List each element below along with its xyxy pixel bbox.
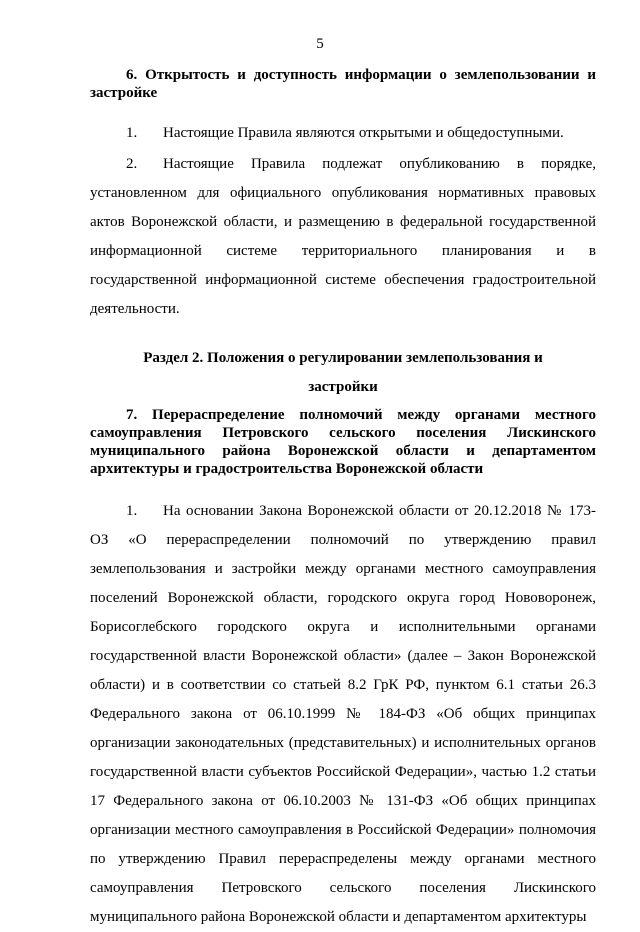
item-number: 2. (126, 156, 138, 172)
section-6-heading: 6. Открытость и доступность информации о землепользовании и застройке (90, 67, 596, 101)
item-number: 1. (126, 125, 138, 141)
item-text: На основании Закона Воронежской области от 20.12.2018 № 173-ОЗ «О перераспределении полномочий по утверждению правил землепользования и застройки между органами местного самоуправления поселений Воронежской области, городского округа город Нововоронеж, Борисоглебского городского округа и исполнительными органами государственной власти Воронежской области» (далее – Закон Воронежской области) и в соответствии со статьей 8.2 ГрК РФ, пунктом 6.1 статьи 26.3 Федерального закона от 06.10.1999 № 184-ФЗ «Об общих принципах организации законодательных (представительных) и исполнительных органов государственной власти субъектов Российской Федерации», частью 1.2 статьи 17 Федерального закона от 06.10.2003 № 131-ФЗ «Об общих принципах организации местного самоуправления в Российской Федерации» полномочия по утверждению Правил перераспределены между органами местного самоуправления Петровского сельского поселения Лискинского муниципального района Воронежской области и департаментом архитектуры (90, 503, 596, 925)
page-number: 5 (316, 36, 324, 52)
section-7-heading: 7. Перераспределение полномочий между органами местного самоуправления Петровского сельского поселения Лискинского муниципального района Воронежской области и департаментом архитектуры и градостроительства Воронежской области (90, 407, 596, 477)
part-2-heading: Раздел 2. Положения о регулировании землепользования и застройки (143, 350, 543, 395)
item-text: Настоящие Правила являются открытыми и общедоступными. (163, 125, 564, 141)
item-number: 1. (126, 503, 138, 519)
document-body (90, 66, 596, 932)
item-text: Настоящие Правила подлежат опубликованию в порядке, установленном для официального опубликования нормативных правовых актов Воронежской области, и размещению в федеральной государственной информационной системе территориального планирования и в государственной информационной системе обеспечения градостроительной деятельности. (90, 156, 596, 317)
section-6-item-1 (90, 119, 596, 148)
section-7-item-1 (90, 497, 596, 932)
section-6-item-2 (90, 150, 596, 324)
